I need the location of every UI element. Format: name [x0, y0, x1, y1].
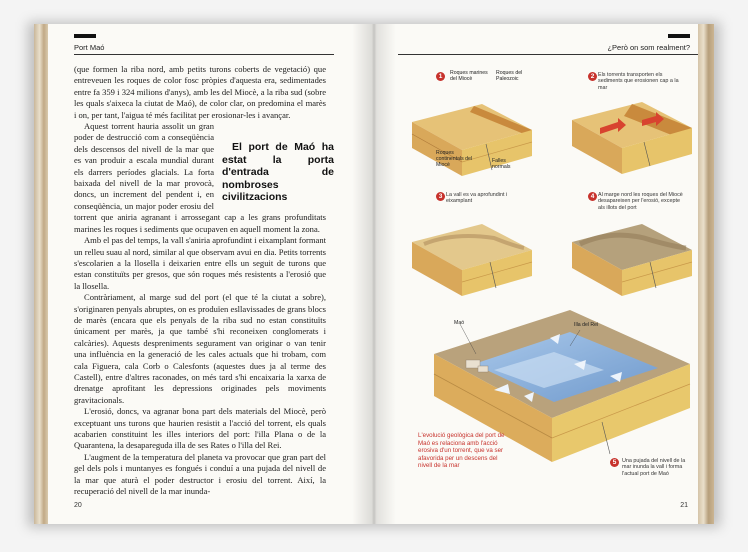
running-head-right: ¿Però on som realment?: [607, 43, 690, 52]
step-caption-2: Els torrents transporten els sediments que erosionen cap a la mar: [598, 72, 679, 91]
step-badge-1: 1: [436, 72, 445, 81]
pull-quote: El port de Maó ha estat la porta d'entrada de nombroses civilitzacions: [222, 141, 334, 204]
paragraph-text: Aquest torrent hauria assolit un gran poder de destrucció com a conseqüència dels descensos del nivell de la mar que es van produir a escala mundial durant els darrers períodes glacials. La forta baixada del nivell de la mar provocà, doncs, un increment del pendent i, en conseqüència, un major poder erosiu del torrent que aniria agranant i arrossegant cap a les grans profunditats marines les roques i sediments que ocupaven en aquell moment la zona.: [74, 121, 326, 234]
paragraph: L'augment de la temperatura del planeta va provocar que gran part del gel dels pols i muntanyes es fongués i conduí a una pujada del nivell de la mar que aturà el poder destructor i erosiu del torrent. Així, la recuperació del nivell de la mar inunda-: [74, 451, 326, 497]
label-roques-continentals: Roques continentals del Miocè: [436, 150, 473, 168]
open-book: [34, 24, 714, 524]
step-caption-3: La vall es va aprofundint i eixamplant: [446, 192, 508, 205]
left-page: [34, 24, 374, 524]
label-roques-paleozoic: Roques del Paleozoic: [496, 70, 523, 82]
header-rule: [74, 34, 96, 38]
step-caption-5: Una pujada del nivell de la mar inunda la vall i forma l'actual port de Maó: [622, 458, 686, 477]
left-body-text: [74, 64, 334, 497]
page-stack-left: [34, 24, 48, 524]
paragraph: Contràriament, al marge sud del port (el que té la ciutat a sobre), s'originaren penyals abruptes, on es produïen esllavissades de grans blocs de marès (encara que els penyals de la riba sud no estan constituïts únicament per marès, ja que també s'hi reconeixen conglomerats i calcàries). Aquests despreniments segurament van originar o van tenir una influència en la generació de les cales actuals que hi trobam, com cala Figuera, cala Corb o Calesfonts (aquestes dues ja al terme des Castell), entre d'altres raconades, on més tard s'hi encaixaria la xarxa de drenatge aprofitant les depressions originades pels moviments gravitacionals.: [74, 292, 326, 405]
paragraph: L'erosió, doncs, va agranar bona part dels materials del Miocè, però exceptuant uns turons que haurien resistit a l'acció del torrent, els quals acabarien constituint les illes interiors del port: l'illa Plana o de la Quarantena, la desapareguda illa de ses Rates o l'illa del Rei.: [74, 406, 326, 451]
right-page: [374, 24, 714, 524]
label-falles: Falles normals: [492, 158, 511, 170]
page-number-left: 20: [74, 502, 82, 509]
page-number-right: 21: [680, 502, 688, 509]
step-badge-4: 4: [588, 192, 597, 201]
step-badge-5: 5: [610, 458, 619, 467]
running-head-left: Port Maó: [74, 43, 105, 52]
header-line: [74, 54, 334, 55]
block-diagram-3: [412, 224, 532, 296]
paragraph: (que formen la riba nord, amb petits turons coberts de vegetació) que entreveuen les roques de color fosc pròpies d'aquesta era, sedimentades entre fa 359 i 324 milions d'anys), amb les del Miocè, a la riba sud (sobre les quals s'aixeca la ciutat de Maó), de color clar, on predomina el marès i on, per tant, l'aigua té més facilitat per erosionar-les i avançar.: [74, 64, 326, 120]
block-diagram-2: [572, 102, 692, 174]
paragraph: Amb el pas del temps, la vall s'aniria aprofundint i eixamplant formant un relleu suau al nord, similar al que observam avui en dia. Petits torrents s'escolarien a la llosella i deixarien entre ells un seguit de turons que estan constituïts per gresos, que són roques més resistents a l'erosió que la llosella.: [74, 235, 326, 291]
label-mao: Maó: [454, 320, 465, 326]
block-diagram-4: [572, 224, 692, 296]
label-roques-marines: Roques marines del Miocè: [450, 70, 488, 82]
label-illa-del-rei: Illa del Rei: [574, 322, 599, 328]
step-badge-2: 2: [588, 72, 597, 81]
figure-caption: L'evolució geològica del port de Maó es relaciona amb l'acció erosiva d'un torrent, que va ser afavorida per un descens del nivell de la mar: [418, 432, 505, 470]
paragraph: [74, 121, 334, 235]
step-badge-3: 3: [436, 192, 445, 201]
step-caption-4: Al marge nord les roques del Miocè desapareixen per l'erosió, excepte als illots del port: [598, 192, 683, 211]
